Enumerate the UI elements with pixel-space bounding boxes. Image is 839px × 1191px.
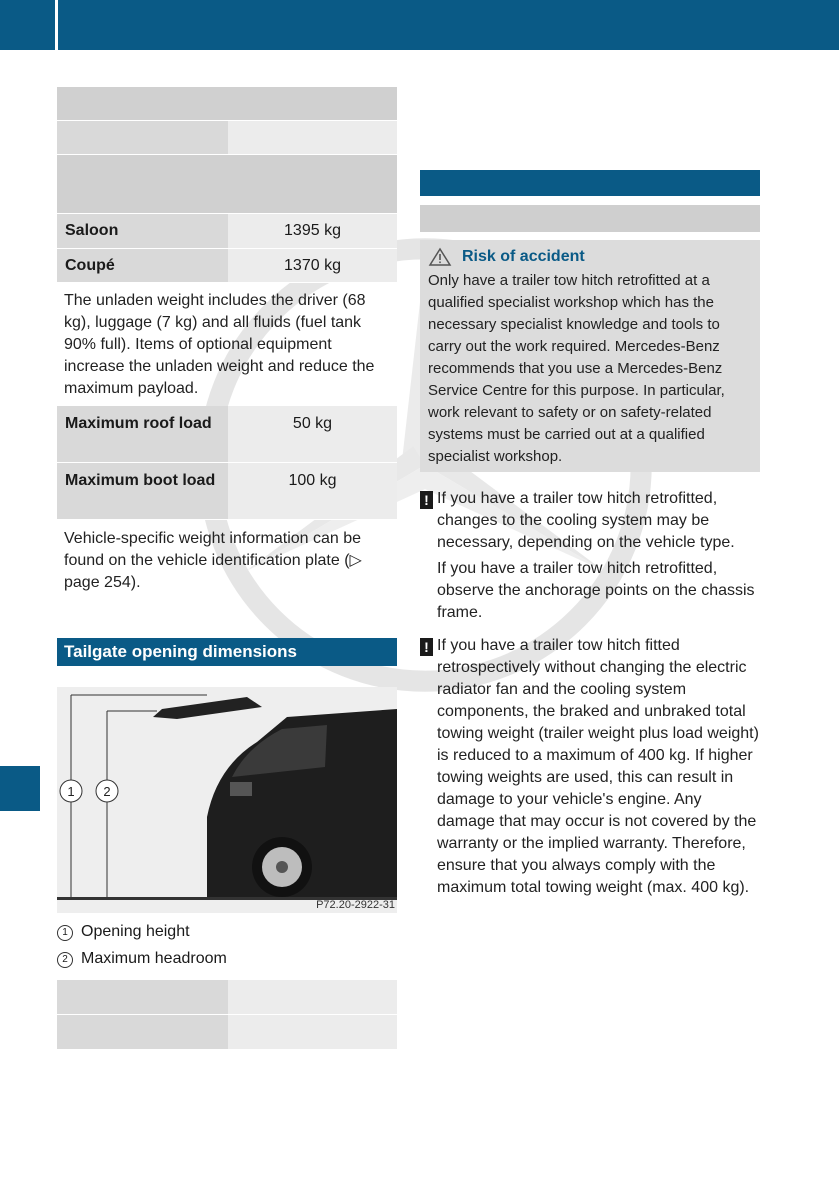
section-heading-empty — [420, 170, 760, 196]
exclamation-icon: ! — [420, 638, 433, 656]
subsection-heading-empty — [420, 205, 760, 232]
table-cell — [57, 121, 228, 154]
callout-number: 1 — [57, 925, 73, 941]
warning-title — [428, 246, 752, 268]
exclamation-icon: ! — [420, 491, 433, 509]
table-cell — [228, 121, 397, 154]
svg-text:1: 1 — [67, 784, 75, 799]
table-header-empty — [57, 155, 397, 213]
callout-label: Maximum headroom — [81, 950, 227, 967]
table-row-empty — [57, 1015, 397, 1050]
row-label: Coupé — [57, 249, 228, 282]
chapter-tab — [0, 766, 40, 811]
row-label: Maximum boot load — [57, 463, 228, 519]
figure-code: P72.20-2922-31 — [316, 899, 395, 911]
table-row-empty — [57, 121, 397, 155]
table-row — [57, 249, 397, 283]
table-cell — [228, 1015, 397, 1049]
header-divider — [55, 0, 58, 50]
row-value: 50 kg — [228, 406, 397, 462]
warning-triangle-icon — [428, 247, 452, 267]
section-heading: Tailgate opening dimensions — [57, 638, 397, 666]
note-block — [420, 635, 762, 899]
note-block — [420, 488, 762, 624]
row-value: 1395 kg — [228, 214, 397, 248]
callout-item — [57, 948, 227, 970]
header-bar — [0, 0, 839, 50]
callout-number: 2 — [57, 952, 73, 968]
table-header-empty — [57, 87, 397, 120]
table-row — [57, 463, 397, 520]
note-text: If you have a trailer tow hitch retrofitted, changes to the cooling system may be necessary, depending on the vehicle type. — [437, 490, 735, 551]
svg-text:2: 2 — [103, 784, 111, 799]
vehicle-specific-note: Vehicle-specific weight information can be found on the vehicle identification plate (▷ page 254). — [64, 530, 362, 591]
warning-title-text: Risk of accident — [462, 248, 585, 265]
callout-label: Opening height — [81, 923, 190, 940]
unladen-weight-note: The unladen weight includes the driver (68 kg), luggage (7 kg) and all fluids (fuel tank 90% full). Items of optional equipment increase the unladen weight and reduce the maximum payload. — [64, 292, 375, 397]
car-rear-illustration — [57, 687, 397, 913]
row-value: 100 kg — [228, 463, 397, 519]
tailgate-figure — [57, 687, 397, 913]
table-row-empty — [57, 980, 397, 1015]
table-row — [57, 214, 397, 249]
row-value: 1370 kg — [228, 249, 397, 282]
table-cell — [57, 980, 228, 1014]
table-row — [57, 406, 397, 463]
table-cell — [228, 980, 397, 1014]
row-label: Saloon — [57, 214, 228, 248]
warning-text: Only have a trailer tow hitch retrofitted at a qualified specialist workshop which has the necessary specialist knowledge and tools to carry out the work required. Mercedes-Benz recommends that you use a Mercedes-Benz Service Centre for this purpose. In particular, work relevant to safety or on safety-related systems must be carried out at a qualified specialist workshop. — [428, 272, 725, 465]
callout-item — [57, 921, 190, 943]
table-cell — [57, 1015, 228, 1049]
row-label: Maximum roof load — [57, 406, 228, 462]
note-text: If you have a trailer tow hitch fitted retrospectively without changing the electric radiator fan and the cooling system components, the braked and unbraked total towing weight (trailer weight plus load weight) is reduced to a maximum of 400 kg. If higher towing weights are used, this can result in damage to your vehicle's engine. Any damage that may occur is not covered by the warranty or the implied warranty. Therefore, ensure that you always comply with the maximum total towing weight (max. 400 kg). — [437, 637, 759, 896]
warning-box — [420, 240, 760, 472]
note-text: If you have a trailer tow hitch retrofitted, observe the anchorage points on the chassis frame. — [437, 560, 755, 621]
